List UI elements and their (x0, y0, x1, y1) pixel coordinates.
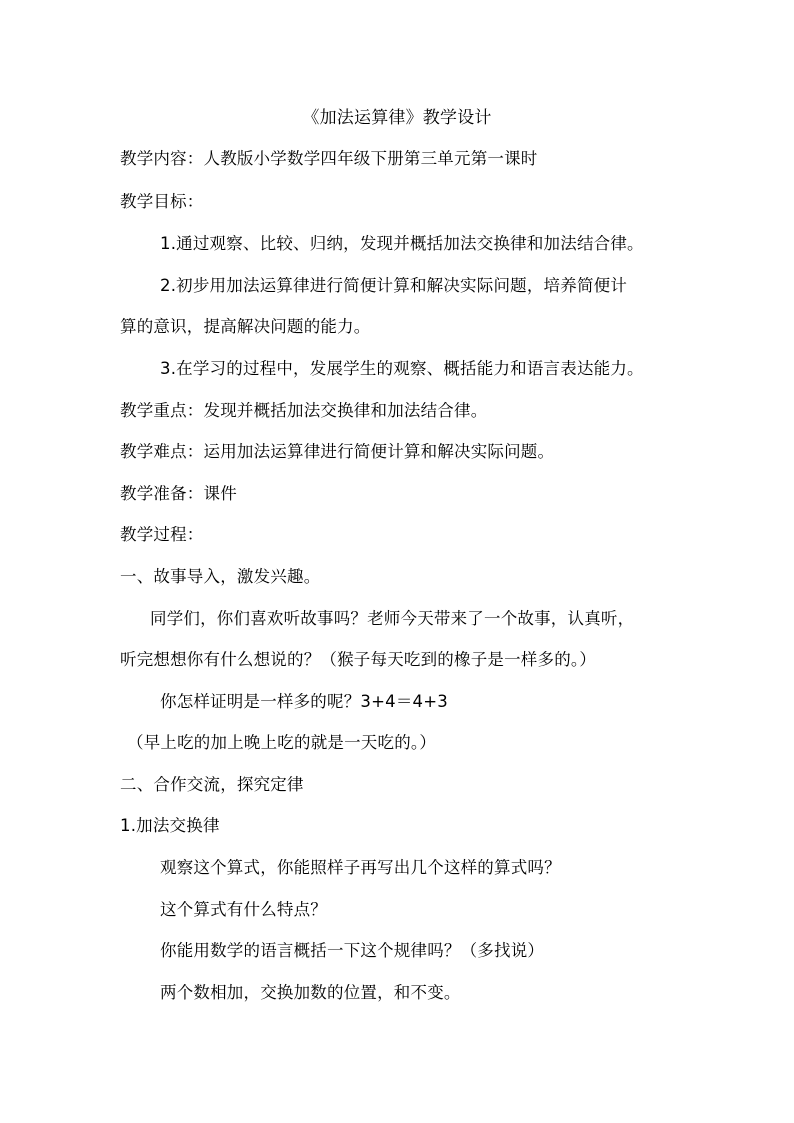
observe-question: 观察这个算式，你能照样子再写出几个这样的算式吗？ (160, 858, 561, 877)
section-2-heading: 二、合作交流，探究定律 (120, 775, 304, 794)
proof-answer: （早上吃的加上晚上吃的就是一天吃的。） (127, 733, 437, 752)
story-paragraph-line-1: 同学们，你们喜欢听故事吗？老师今天带来了一个故事，认真听， (150, 609, 635, 628)
goal-3: 3.在学习的过程中，发展学生的观察、概括能力和语言表达能力。 (160, 359, 644, 378)
document-title: 《加法运算律》教学设计 (302, 108, 492, 128)
proof-question: 你怎样证明是一样多的呢？3+4＝4+3 (160, 692, 448, 711)
teaching-preparation: 教学准备：课件 (120, 484, 237, 503)
story-paragraph-line-2: 听完想想你有什么想说的？（猴子每天吃到的橡子是一样多的。） (120, 650, 597, 669)
key-points: 教学重点：发现并概括加法交换律和加法结合律。 (120, 401, 488, 420)
teaching-content: 教学内容：人教版小学数学四年级下册第三单元第一课时 (120, 149, 538, 168)
feature-question: 这个算式有什么特点？ (160, 900, 327, 919)
commutative-law-statement: 两个数相加，交换加数的位置，和不变。 (160, 983, 461, 1002)
difficult-points: 教学难点：运用加法运算律进行简便计算和解决实际问题。 (120, 442, 555, 461)
goal-2-continued: 算的意识，提高解决问题的能力。 (120, 317, 371, 336)
teaching-goals-heading: 教学目标： (120, 192, 204, 211)
section-1-heading: 一、故事导入，激发兴趣。 (120, 567, 321, 586)
summarize-question: 你能用数学的语言概括一下这个规律吗？（多找说） (160, 941, 545, 960)
subsection-commutative-law: 1.加法交换律 (120, 816, 220, 835)
teaching-process-heading: 教学过程： (120, 525, 204, 544)
goal-2: 2.初步用加法运算律进行简便计算和解决实际问题，培养简便计 (160, 276, 628, 295)
goal-1: 1.通过观察、比较、归纳，发现并概括加法交换律和加法结合律。 (160, 234, 644, 253)
